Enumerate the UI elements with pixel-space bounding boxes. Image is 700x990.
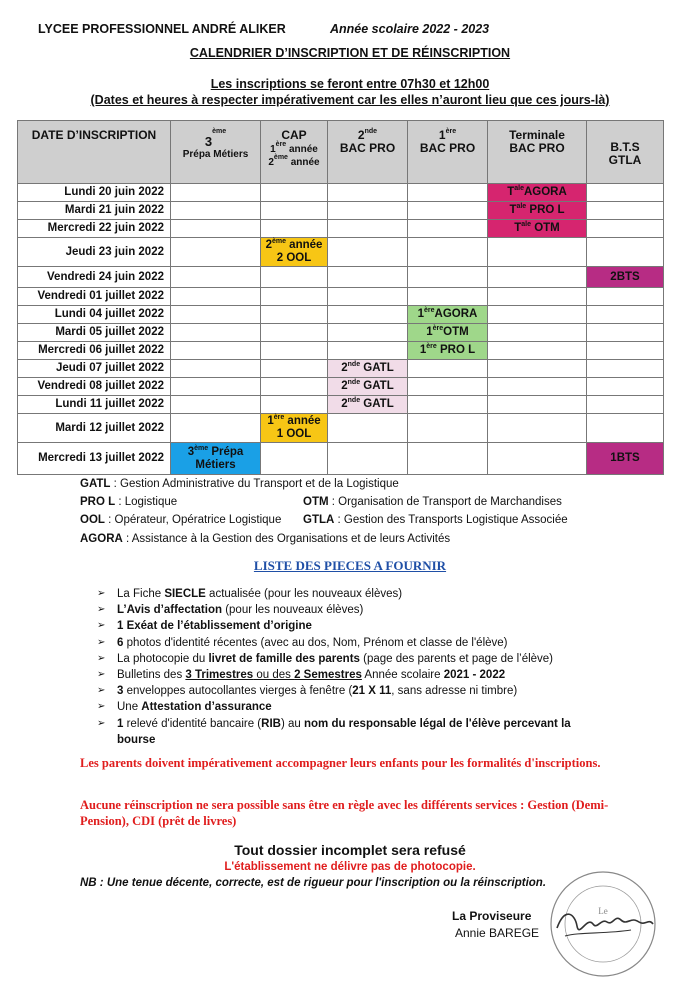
incomplete-refused-notice: Tout dossier incomplet sera refusé	[234, 842, 466, 858]
date-cell: Mardi 21 juin 2022	[18, 202, 171, 220]
list-item: ➢ La photocopie du livret de famille des parents (page des parents et page de l’élève)	[97, 651, 577, 667]
table-row	[18, 342, 664, 360]
list-item: ➢ Une Attestation d’assurance	[97, 699, 577, 715]
header-bts: B.T.S GTLA	[587, 121, 664, 184]
legend-ool: OOL : Opérateur, Opératrice Logistique	[80, 514, 282, 526]
arrow-bullet-icon: ➢	[97, 685, 106, 697]
date-cell: Vendredi 24 juin 2022	[18, 267, 171, 288]
cell-2nde-gatl: 2nde GATL	[328, 378, 408, 396]
reinscription-notice: Aucune réinscription ne sera possible sans être en règle avec les différents services : Gestion (Demi-Pension), CDI (prêt de livres)	[80, 798, 609, 828]
svg-text:Le: Le	[598, 906, 608, 916]
table-row	[18, 202, 664, 220]
header-prepa: 3ème $_{Prépa Métiers}$	[171, 121, 261, 184]
cell-2bts: 2BTS	[587, 267, 664, 288]
cell-1ere-agora: 1èreAGORA	[408, 306, 488, 324]
header-1ere-bacpro: 1ère BAC PRO	[408, 121, 488, 184]
cell-3eme-prepa: 3ème Prépa Métiers	[171, 443, 261, 475]
table-row	[18, 288, 664, 306]
signatory-name: Annie BAREGE	[455, 926, 540, 940]
date-cell: Mercredi 22 juin 2022	[18, 220, 171, 238]
parents-notice: Les parents doivent impérativement accompagner leurs enfants pour les formalités d'inscriptions.	[80, 756, 601, 770]
table-row	[18, 414, 664, 443]
header-cap: CAP 1ère année 2ème année	[261, 121, 328, 184]
legend-gatl: GATL : Gestion Administrative du Transport et de la Logistique	[80, 478, 399, 490]
school-name: LYCEE PROFESSIONNEL ANDRÉ ALIKER	[38, 22, 286, 36]
table-row	[18, 360, 664, 378]
date-cell: Mardi 05 juillet 2022	[18, 324, 171, 342]
table-row	[18, 378, 664, 396]
date-cell: Mardi 12 juillet 2022	[18, 414, 171, 443]
arrow-bullet-icon: ➢	[97, 588, 106, 599]
date-cell: Jeudi 23 juin 2022	[18, 238, 171, 267]
arrow-bullet-icon: ➢	[97, 620, 106, 632]
date-cell: Lundi 20 juin 2022	[18, 184, 171, 202]
cell-cap-2ool: 2ème année 2 OOL	[261, 238, 328, 267]
table-header-row	[18, 121, 664, 184]
cell-cap-1ool: 1ère année 1 OOL	[261, 414, 328, 443]
legend-gtla: GTLA : Gestion des Transports Logistique Associée	[303, 514, 568, 526]
list-item: ➢ 1 relevé d'identité bancaire (RIB) au nom du responsable légal de l'élève percevant la bourse	[97, 717, 571, 746]
legend-agora: AGORA : Assistance à la Gestion des Organisations et de leurs Activités	[80, 533, 451, 545]
header-date: DATE D’INSCRIPTION	[18, 121, 171, 184]
dress-code-note: NB : Une tenue décente, correcte, est de rigueur pour l'inscription ou la réinscription.	[80, 877, 547, 889]
pieces-list-title: LISTE DES PIECES A FOURNIR	[253, 558, 447, 573]
date-cell: Mercredi 13 juillet 2022	[18, 443, 171, 475]
list-item: ➢ 1 Exéat de l’établissement d’origine	[97, 618, 577, 634]
date-cell: Lundi 04 juillet 2022	[18, 306, 171, 324]
list-item: ➢ L’Avis d’affectation (pour les nouveaux élèves)	[97, 602, 577, 618]
header-terminale-bacpro: Terminale BAC PRO	[488, 121, 587, 184]
document-title: CALENDRIER D’INSCRIPTION ET DE RÉINSCRIPTION	[189, 46, 511, 60]
table-row	[18, 306, 664, 324]
arrow-bullet-icon: ➢	[97, 636, 106, 648]
legend-otm: OTM : Organisation de Transport de Marchandises	[303, 496, 562, 508]
date-cell: Lundi 11 juillet 2022	[18, 396, 171, 414]
pieces-list	[97, 586, 577, 748]
registration-calendar-table	[17, 120, 664, 475]
dates-warning: (Dates et heures à respecter impérativement car les elles n’auront lieu que ces jours-là)	[90, 93, 610, 107]
table-row	[18, 324, 664, 342]
cell-t-prol: $T^{ale}$ PRO L	[488, 202, 587, 220]
table-row	[18, 267, 664, 288]
table-row	[18, 220, 664, 238]
cell-1ere-prol: 1ère PRO L	[408, 342, 488, 360]
date-cell: Jeudi 07 juillet 2022	[18, 360, 171, 378]
school-stamp-icon	[535, 866, 665, 986]
legend-prol: PRO L : Logistique	[80, 496, 178, 508]
arrow-bullet-icon: ➢	[97, 717, 106, 729]
table-row	[18, 238, 664, 267]
date-cell: Vendredi 08 juillet 2022	[18, 378, 171, 396]
header-2nde-bacpro: 2nde BAC PRO	[328, 121, 408, 184]
date-cell: Vendredi 01 juillet 2022	[18, 288, 171, 306]
cell-t-agora: $T^{ale}AGORA$	[488, 184, 587, 202]
school-year: Année scolaire 2022 - 2023	[330, 22, 490, 36]
signatory-role: La Proviseure	[452, 909, 532, 923]
list-item: ➢ 3 enveloppes autocollantes vierges à fenêtre (21 X 11, sans adresse ni timbre)	[97, 683, 577, 699]
table-row	[18, 184, 664, 202]
arrow-bullet-icon: ➢	[97, 701, 106, 713]
date-cell: Mercredi 06 juillet 2022	[18, 342, 171, 360]
table-row	[18, 443, 664, 475]
hours-notice: Les inscriptions se feront entre 07h30 et 12h00	[210, 77, 490, 91]
cell-2nde-gatl: 2nde GATL	[328, 360, 408, 378]
table-row	[18, 396, 664, 414]
list-item: ➢ La Fiche SIECLE actualisée (pour les nouveaux élèves)	[97, 586, 577, 602]
no-photocopy-notice: L'établissement ne délivre pas de photocopie.	[224, 861, 476, 873]
arrow-bullet-icon: ➢	[97, 604, 106, 616]
list-item: ➢ Bulletins des 3 Trimestres ou des 2 Semestres Année scolaire 2021 - 2022	[97, 667, 577, 683]
arrow-bullet-icon: ➢	[97, 669, 106, 681]
cell-t-otm: $T^{ale}$ OTM	[488, 220, 587, 238]
cell-2nde-gatl: 2nde GATL	[328, 396, 408, 414]
cell-1ere-otm: 1èreOTM	[408, 324, 488, 342]
cell-1bts: 1BTS	[587, 443, 664, 475]
arrow-bullet-icon: ➢	[97, 652, 106, 664]
list-item: ➢ 6 photos d'identité récentes (avec au dos, Nom, Prénom et classe de l'élève)	[97, 635, 577, 651]
